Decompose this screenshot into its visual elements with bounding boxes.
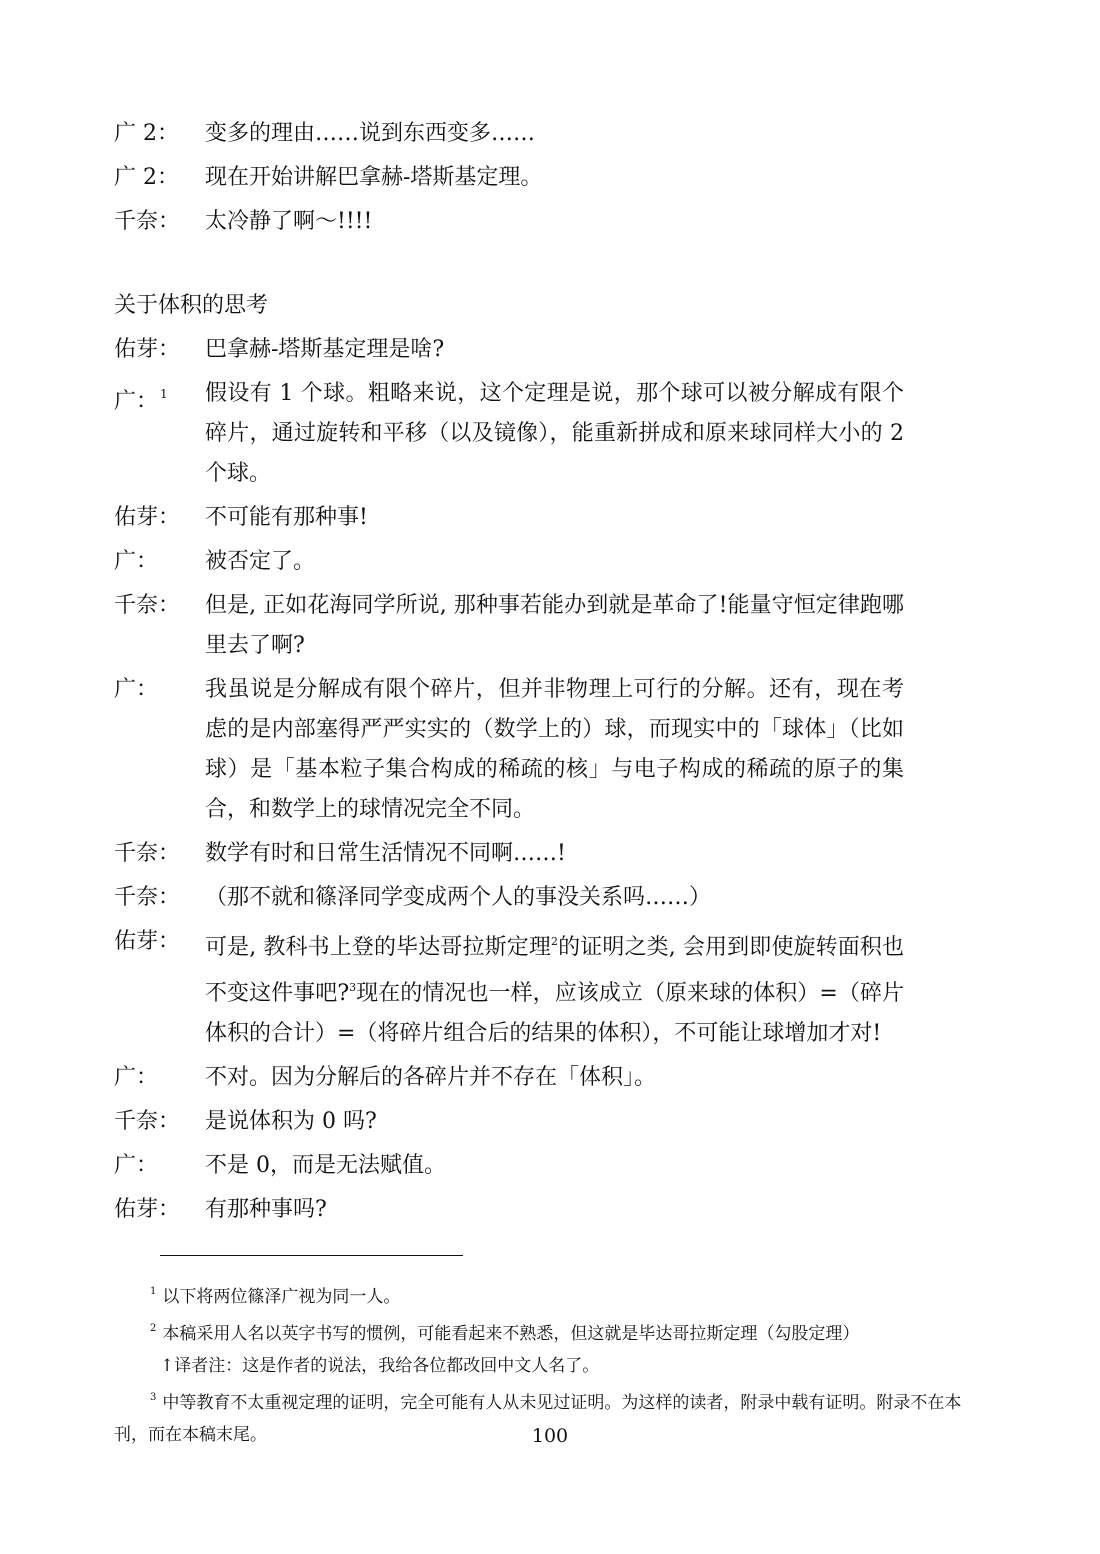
speaker-label: 广： xyxy=(114,1153,159,1178)
dialogue-line xyxy=(114,1146,904,1186)
footnote-text: 中等教育不太重视定理的证明，完全可能有人从未见过证明。为这样的读者，附录中载有证明。附录不在本刊，而在本稿末尾。 xyxy=(114,1393,962,1445)
dialogue-body xyxy=(114,114,904,1234)
speaker-label: 佑芽： xyxy=(114,1197,181,1222)
speaker-label: 广： xyxy=(114,1065,159,1090)
footnote-ref: 1 xyxy=(160,387,168,401)
speech-segment: 现在的情况也一样，应该成立（原来球的体积）=（碎片体积的合计）=（将碎片组合后的结果的体积），不可能让球增加才对! xyxy=(205,981,904,1046)
dialogue-line xyxy=(114,922,904,1054)
speech-text: 数学有时和日常生活情况不同啊……! xyxy=(205,841,566,866)
speech-segment: 的证明之类, 会用到即使旋转面积也不变这件事吧? xyxy=(205,935,904,1006)
page-number: 100 xyxy=(531,1425,569,1447)
speech-text: 有那种事吗? xyxy=(205,1197,327,1222)
speech-text: 但是, 正如花海同学所说, 那种事若能办到就是革命了!能量守恒定律跑哪里去了啊? xyxy=(205,593,904,658)
dialogue-line xyxy=(114,670,904,830)
dialogue-line xyxy=(114,1058,904,1098)
speech-text: 不对。因为分解后的各碎片并不存在「体积」。 xyxy=(205,1065,657,1090)
footnote-text: 以下将两位篠泽广视为同一人。 xyxy=(162,1287,401,1307)
speech-text: 变多的理由……说到东西变多…… xyxy=(205,121,536,146)
section-heading: 关于体积的思考 xyxy=(114,293,269,318)
dialogue-line xyxy=(114,158,904,198)
speaker-label: 佑芽： xyxy=(114,337,181,362)
dialogue-line xyxy=(114,834,904,874)
footnote-text: 本稿采用人名以英字书写的惯例，可能看起来不熟悉，但这就是毕达哥拉斯定理（勾股定理） xyxy=(162,1324,860,1344)
dialogue-line xyxy=(114,114,904,154)
footnote-divider xyxy=(160,1255,463,1256)
dialogue-line xyxy=(114,586,904,666)
footnote-1 xyxy=(114,1276,984,1313)
speaker-label: 佑芽： xyxy=(114,505,181,530)
speaker-label: 广： xyxy=(114,549,159,574)
speech-segment: 可是, 教科书上登的毕达哥拉斯定理 xyxy=(205,935,551,960)
speaker-label xyxy=(114,374,204,422)
speech-text: 太冷静了啊～!!!! xyxy=(205,209,373,234)
speech-text: 不可能有那种事! xyxy=(205,505,368,530)
speaker-label: 千奈： xyxy=(114,885,181,910)
speaker-label: 千奈： xyxy=(114,209,181,234)
footnote-number: 2 xyxy=(150,1323,157,1334)
footnote-number: 1 xyxy=(150,1286,157,1297)
speech-text: 是说体积为 0 吗? xyxy=(205,1109,377,1134)
footnote-number: 3 xyxy=(150,1392,157,1403)
speaker-label: 千奈： xyxy=(114,1109,181,1134)
speaker-label: 广 2： xyxy=(114,121,179,146)
dialogue-line xyxy=(114,374,904,494)
speaker-label: 千奈： xyxy=(114,841,181,866)
dialogue-line xyxy=(114,202,904,242)
translator-note: ↑译者注：这是作者的说法，我给各位都改回中文人名了。 xyxy=(160,1356,600,1376)
speech-text: 假设有 1 个球。粗略来说，这个定理是说，那个球可以被分解成有限个碎片，通过旋转和平移（以及镜像），能重新拼成和原来球同样大小的 2 个球。 xyxy=(205,381,904,486)
speaker-label: 佑芽： xyxy=(114,929,181,954)
dialogue-line xyxy=(114,498,904,538)
footnote-ref: 3 xyxy=(349,981,357,994)
speaker-name: 广： xyxy=(114,389,159,414)
footnote-ref: 2 xyxy=(551,935,558,948)
dialogue-line xyxy=(114,878,904,918)
speech-text: 我虽说是分解成有限个碎片，但并非物理上可行的分解。还有，现在考虑的是内部塞得严严实实的（数学上的）球，而现实中的「球体」（比如球）是「基本粒子集合构成的稀疏的核」与电子构成的稀疏的原子的集合，和数学上的球情况完全不同。 xyxy=(205,677,904,822)
speech-text: （那不就和篠泽同学变成两个人的事没关系吗……） xyxy=(205,885,712,910)
speech-text xyxy=(205,922,904,1054)
speech-text: 被否定了。 xyxy=(205,549,316,574)
speaker-label: 千奈： xyxy=(114,593,181,618)
dialogue-line xyxy=(114,542,904,582)
speech-text: 不是 0，而是无法赋值。 xyxy=(205,1153,446,1178)
dialogue-line xyxy=(114,330,904,370)
footnote-2 xyxy=(114,1313,984,1350)
dialogue-line xyxy=(114,1190,904,1230)
speaker-label: 广 2： xyxy=(114,165,179,190)
speaker-label: 广： xyxy=(114,677,159,702)
speech-text: 现在开始讲解巴拿赫-塔斯基定理。 xyxy=(205,165,543,190)
dialogue-line xyxy=(114,1102,904,1142)
speech-text: 巴拿赫-塔斯基定理是啥? xyxy=(205,337,445,362)
